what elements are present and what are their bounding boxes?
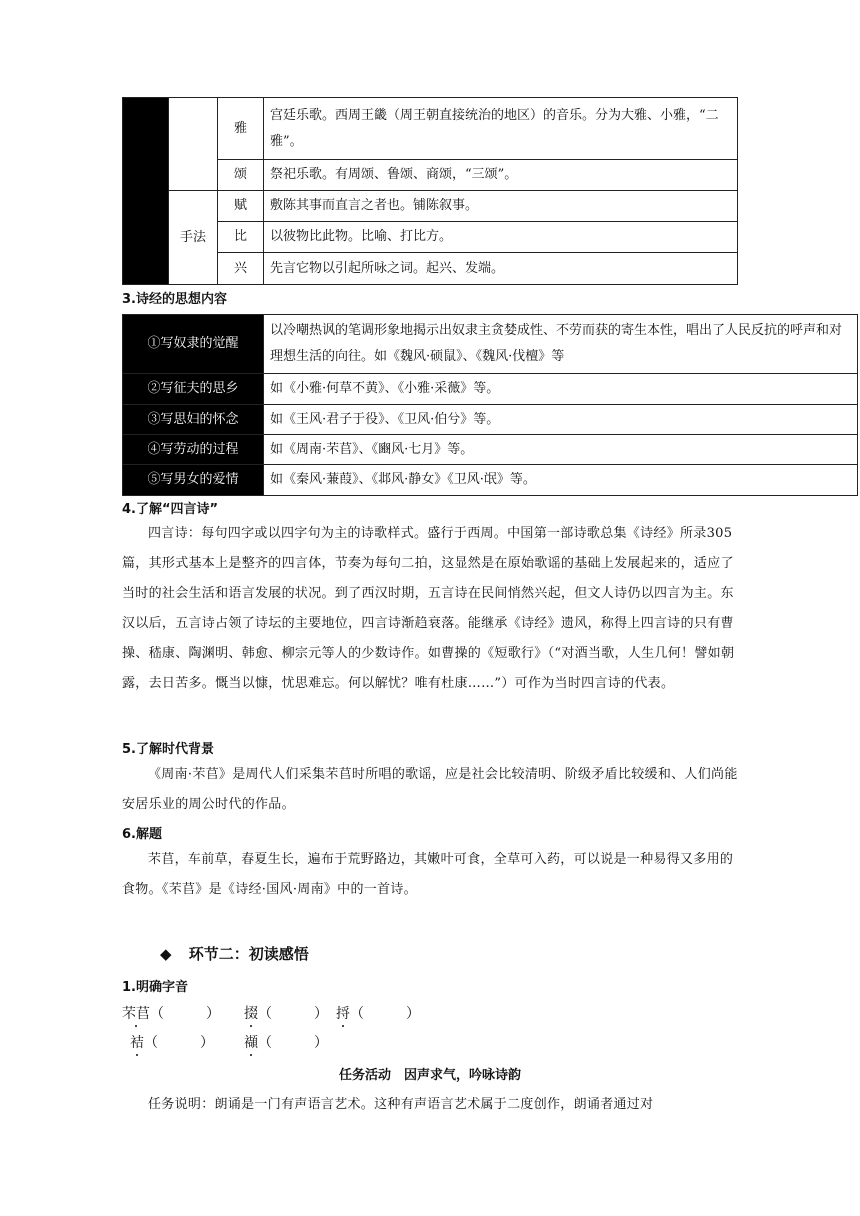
content-row-label: ⑤写男女的爱情 <box>123 465 264 496</box>
table-cell-empty <box>169 98 218 191</box>
pron-blank: （ ） <box>144 1035 214 1051</box>
pronunciation-item <box>130 1032 214 1052</box>
pron-word: 捋 <box>336 1003 350 1023</box>
pron-word: 芣苢 <box>122 1003 150 1023</box>
section-5-heading: 5.了解时代背景 <box>122 742 214 757</box>
table-cell-desc: 敷陈其事而直言之者也。铺陈叙事。 <box>264 191 738 222</box>
section-4-body: 四言诗：每句四字或以四字句为主的诗歌样式。盛行于西周。中国第一部诗歌总集《诗经》所录305篇，其形式基本上是整齐的四言体，节奏为每句二拍，这显然是在原始歌谣的基础上发展起来的，适应了当时的社会生活和语言发展的状况。到了西汉时期，五言诗在民间悄然兴起，但文人诗仍以四言为主。东汉以后，五言诗占领了诗坛的主要地位，四言诗渐趋衰落。能继承《诗经》遗风，称得上四言诗的只有曹操、嵇康、陶渊明、韩愈、柳宗元等人的少数诗作。如曹操的《短歌行》（“对酒当歌，人生几何！譬如朝露，去日苦多。慨当以慷，忧思难忘。何以解忧？唯有杜康……”）可作为当时四言诗的代表。 <box>122 526 735 691</box>
pron-blank: （ ） <box>150 1006 220 1022</box>
pron-blank: （ ） <box>258 1035 328 1051</box>
table-cell-desc: 以彼物比此物。比喻、打比方。 <box>264 222 738 253</box>
pronunciation-heading: 1.明确字音 <box>122 980 188 995</box>
table-cell-sub: 比 <box>218 222 264 253</box>
pronunciation-item <box>336 1003 420 1023</box>
content-row-text: 如《周南·芣苢》、《豳风·七月》等。 <box>264 435 858 465</box>
table-cell-desc: 先言它物以引起所咏之词。起兴、发端。 <box>264 253 738 285</box>
content-table <box>122 314 858 496</box>
content-row-label: ②写征夫的思乡 <box>123 374 264 405</box>
pron-blank: （ ） <box>350 1006 420 1022</box>
section-6-heading: 6.解题 <box>122 827 162 842</box>
poetry-classification-table <box>122 97 738 285</box>
table-cell-sub: 雅 <box>218 98 264 160</box>
section-5-body: 《周南·芣苢》是周代人们采集芣苢时所唱的歌谣，应是社会比较清明、阶级矛盾比较缓和、人们尚能安居乐业的周公时代的作品。 <box>122 767 738 812</box>
diamond-bullet-icon: ◆ <box>160 945 172 963</box>
pron-word: 袺 <box>130 1032 144 1052</box>
content-row-text: 如《秦风·蒹葭》、《邶风·静女》《卫风·氓》等。 <box>264 465 858 496</box>
table-cell-desc: 祭祀乐歌。有周颂、鲁颂、商颂，“三颂”。 <box>264 160 738 191</box>
pron-blank: （ ） <box>258 1006 328 1022</box>
pronunciation-item <box>122 1003 220 1023</box>
task-description: 任务说明：朗诵是一门有声语言艺术。这种有声语言艺术属于二度创作，朗诵者通过对 <box>148 1097 654 1112</box>
table-cell-category: 手法 <box>169 191 218 285</box>
section-4-heading: 4.了解“四言诗” <box>122 502 219 517</box>
pronunciation-item <box>244 1003 328 1023</box>
pronunciation-item <box>244 1032 328 1052</box>
section-3-heading: 3.诗经的思想内容 <box>122 292 227 307</box>
part-2-heading <box>160 943 309 964</box>
pron-word: 掇 <box>244 1003 258 1023</box>
content-row-label: ④写劳动的过程 <box>123 435 264 465</box>
part-2-title: 环节二：初读感悟 <box>188 945 309 963</box>
content-row-text: 以冷嘲热讽的笔调形象地揭示出奴隶主贪婪成性、不劳而获的寄生本性，唱出了人民反抗的呼声和对理想生活的向往。如《魏风·硕鼠》、《魏风·伐檀》等 <box>264 315 858 374</box>
table-cell-desc: 宫廷乐歌。西周王畿（周王朝直接统治的地区）的音乐。分为大雅、小雅，“二雅”。 <box>264 98 738 160</box>
content-row-text: 如《王风·君子于役》、《卫风·伯兮》等。 <box>264 405 858 435</box>
content-row-text: 如《小雅·何草不黄》、《小雅·采薇》等。 <box>264 374 858 405</box>
task-title: 任务活动 因声求气，吟咏诗韵 <box>338 1068 521 1083</box>
content-row-label: ③写思妇的怀念 <box>123 405 264 435</box>
table-cell-sub: 兴 <box>218 253 264 285</box>
table-cell-sub: 赋 <box>218 191 264 222</box>
table-cell-sub: 颂 <box>218 160 264 191</box>
section-6-body: 芣苢，车前草，春夏生长，遍布于荒野路边，其嫩叶可食，全草可入药，可以说是一种易得又多用的食物。《芣苢》是《诗经·国风·周南》中的一首诗。 <box>122 852 734 897</box>
category-column-shaded <box>123 98 169 285</box>
content-row-label: ①写奴隶的觉醒 <box>123 315 264 374</box>
pron-word: 襭 <box>244 1032 258 1052</box>
